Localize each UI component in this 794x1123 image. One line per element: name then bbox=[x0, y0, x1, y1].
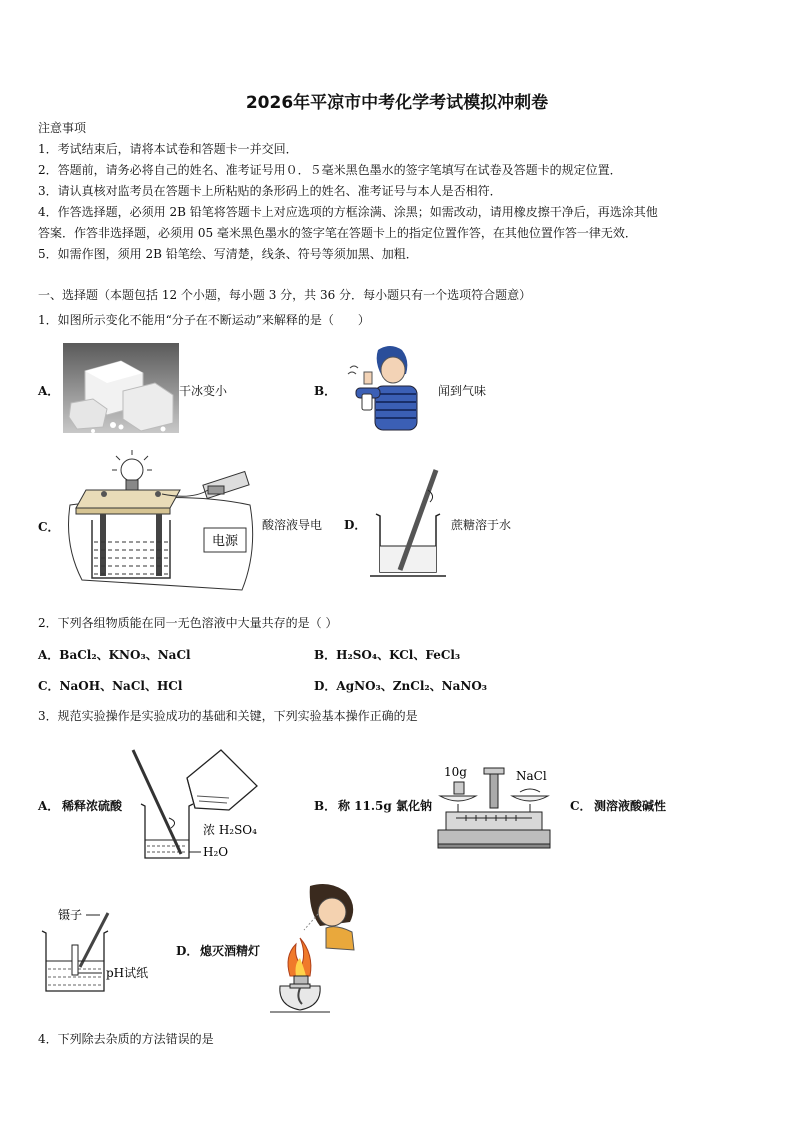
q3-option-d-letter: D． bbox=[176, 944, 199, 958]
q3-option-b-caption: 称 11.5g 氯化钠 bbox=[338, 799, 432, 813]
ph-paper-label: pH试纸 bbox=[106, 966, 149, 980]
q3-option-a-caption: 稀释浓硫酸 bbox=[62, 799, 123, 813]
q1-option-c-caption: 酸溶液导电 bbox=[262, 518, 323, 532]
q1-option-a-caption: 干冰变小 bbox=[179, 384, 228, 398]
q1-option-b-letter: B． bbox=[314, 384, 337, 398]
notice-item: 4．作答选择题，必须用 2B 铅笔将答题卡上对应选项的方框涂满、涂黑；如需改动，请用橡皮擦干净后，再选涂其他 bbox=[38, 205, 658, 219]
tweezers-label: 镊子 bbox=[58, 908, 83, 922]
question-4-stem: 4．下列除去杂质的方法错误的是 bbox=[38, 1032, 214, 1046]
q2-option-a: A．BaCl₂、KNO₃、NaCl bbox=[38, 648, 191, 662]
conductivity-apparatus bbox=[62, 450, 262, 595]
water-label: H₂O bbox=[203, 845, 229, 859]
section-heading: 一、选择题（本题包括 12 个小题，每小题 3 分，共 36 分．每小题只有一个选项符合题意） bbox=[38, 288, 532, 302]
q3-option-c-letter: C． bbox=[570, 799, 592, 813]
q1-option-c-letter: C． bbox=[38, 520, 60, 534]
smelling-boy-figure bbox=[342, 342, 434, 434]
q2-option-c: C．NaOH、NaCl、HCl bbox=[38, 679, 183, 693]
q1-option-d-letter: D． bbox=[344, 518, 367, 532]
dilute-acid-figure bbox=[125, 748, 265, 863]
sugar-dissolving-beaker bbox=[370, 466, 450, 578]
question-2-stem: 2．下列各组物质能在同一无色溶液中大量共存的是（ ） bbox=[38, 616, 338, 630]
q3-option-a-letter: A． bbox=[38, 799, 60, 813]
ph-test-figure bbox=[38, 905, 158, 997]
q2-option-b: B．H₂SO₄、KCl、FeCl₃ bbox=[314, 648, 461, 662]
question-3-stem: 3．规范实验操作是实验成功的基础和关键，下列实验基本操作正确的是 bbox=[38, 709, 418, 723]
power-label: 电源 bbox=[211, 534, 239, 549]
notice-heading: 注意事项 bbox=[38, 121, 87, 135]
acid-label: 浓 H₂SO₄ bbox=[203, 823, 257, 837]
notice-item: 1．考试结束后，请将本试卷和答题卡一并交回． bbox=[38, 142, 298, 156]
salt-label: NaCl bbox=[516, 769, 547, 783]
q3-option-c-caption: 测溶液酸碱性 bbox=[594, 799, 667, 813]
q2-option-d: D．AgNO₃、ZnCl₂、NaNO₃ bbox=[314, 679, 488, 693]
weight-label: 10g bbox=[444, 765, 467, 779]
balance-scale-figure bbox=[436, 760, 552, 852]
notice-item: 答案．作答非选择题，必须用 05 毫米黑色墨水的签字笔在答题卡上的指定位置作答，在其他位置作答一律无效． bbox=[38, 226, 637, 240]
notice-item: 5．如需作图，须用 2B 铅笔绘、写清楚，线条、符号等须加黑、加粗． bbox=[38, 247, 418, 261]
alcohol-lamp-figure bbox=[270, 880, 364, 1018]
q3-option-b-letter: B． bbox=[314, 799, 337, 813]
q1-option-b-caption: 闻到气味 bbox=[438, 384, 487, 398]
question-1-stem: 1．如图所示变化不能用“分子在不断运动”来解释的是（ ） bbox=[38, 313, 370, 327]
q1-option-a-letter: A． bbox=[38, 384, 60, 398]
q1-option-d-caption: 蔗糖溶于水 bbox=[451, 518, 512, 532]
page-title: 2026年平凉市中考化学考试模拟冲刺卷 bbox=[245, 93, 549, 113]
notice-item: 2．答题前，请务必将自己的姓名、准考证号用０．５毫米黑色墨水的签字笔填写在试卷及答题卡的规定位置． bbox=[38, 163, 622, 177]
dry-ice-photo bbox=[63, 343, 179, 433]
q3-option-d-caption: 熄灭酒精灯 bbox=[200, 944, 261, 958]
notice-item: 3．请认真核对监考员在答题卡上所粘贴的条形码上的姓名、准考证号与本人是否相符． bbox=[38, 184, 502, 198]
